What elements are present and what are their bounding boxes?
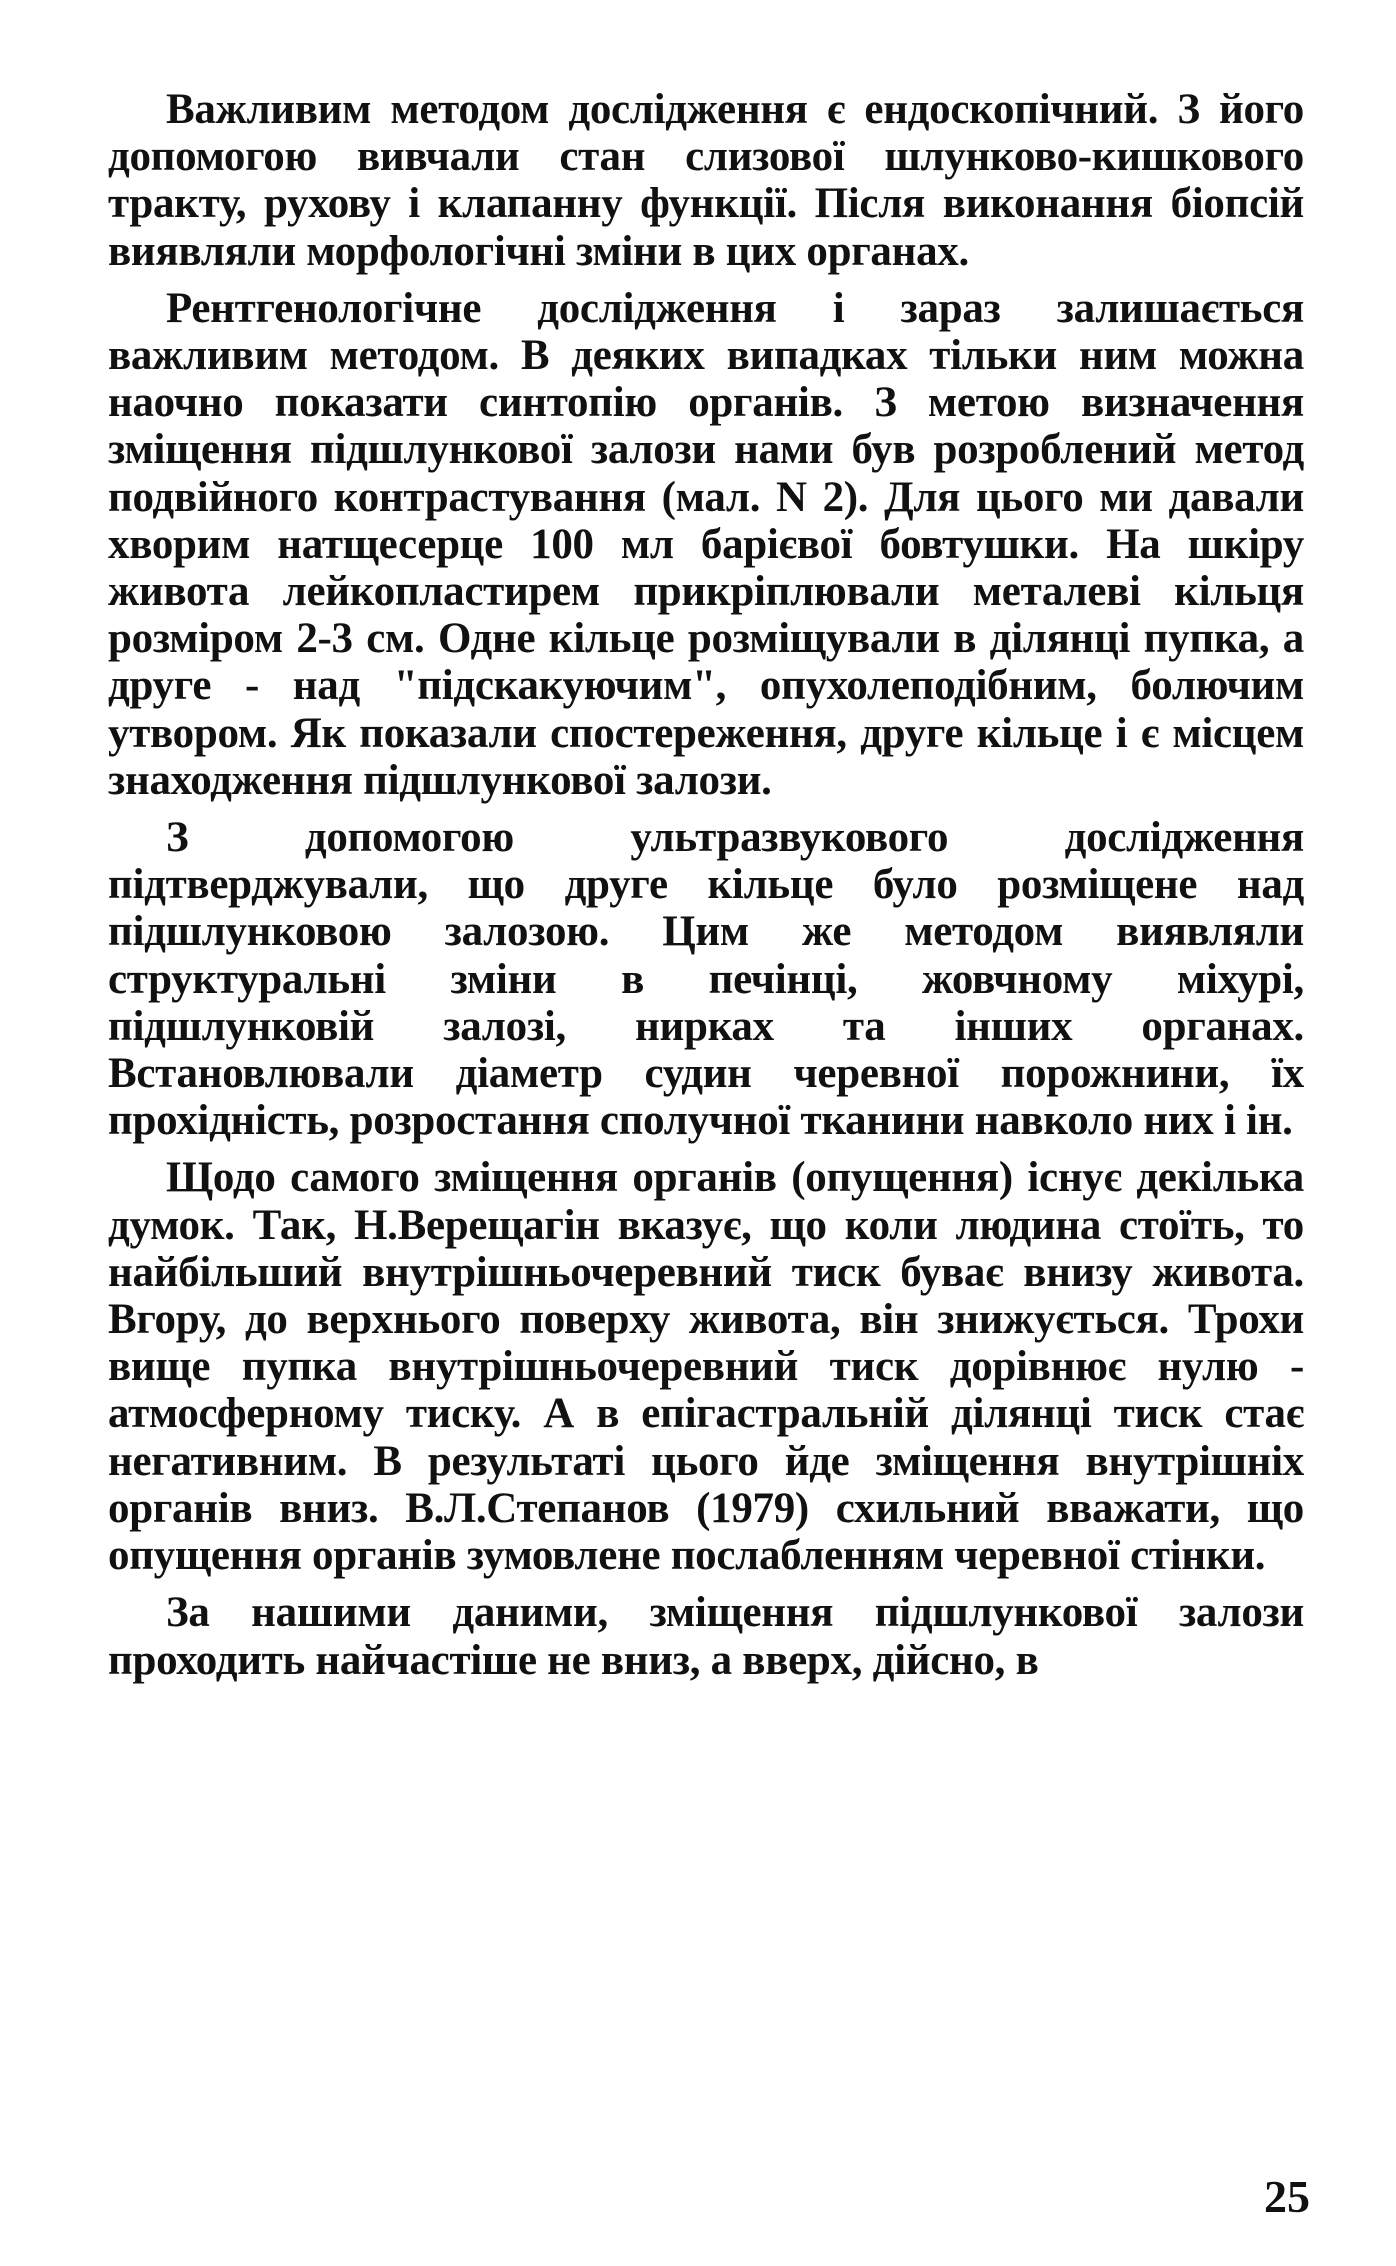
page-number: 25 xyxy=(1264,2171,1310,2222)
paragraph-our-data: За нашими даними, зміщення підшлункової залози проходить найчастіше не вниз, а вверх, дійсно, в xyxy=(108,1589,1304,1684)
paragraph-radiology: Рентгенологічне дослідження і зараз залишається важливим методом. В деяких випадках тільки ним можна наочно показати синтопію органів. З метою визначення зміщення підшлункової залози нами був розроблений метод подвійного контрастування (мал. N 2). Для цього ми давали хворим натщесерце 100 мл барієвої бовтушки. На шкіру живота лейкопластирем прикріплювали металеві кільця розміром 2-3 см. Одне кільце розміщували в ділянці пупка, а друге - над "підскакуючим", опухолеподібним, болючим утвором. Як показали спостереження, друге кільце і є місцем знаходження підшлункової залози. xyxy=(108,284,1304,804)
paragraph-endoscopy: Важливим методом дослідження є ендоскопічний. З його допомогою вивчали стан слизової шлунково-кишкового тракту, рухову і клапанну функції. Після виконання біопсій виявляли морфологічні зміни в цих органах. xyxy=(108,86,1304,275)
page-body xyxy=(108,86,1304,1694)
paragraph-organ-displacement: Щодо самого зміщення органів (опущення) існує декілька думок. Так, Н.Верещагін вказує, що коли людина стоїть, то найбільший внутрішньочеревний тиск буває внизу живота. Вгору, до верхнього поверху живота, він знижується. Трохи вище пупка внутрішньочеревний тиск дорівнює нулю - атмосферному тиску. А в епігастральній ділянці тиск стає негативним. В результаті цього йде зміщення внутрішніх органів вниз. В.Л.Степанов (1979) схильний вважати, що опущення органів зумовлене послабленням черевної стінки. xyxy=(108,1154,1304,1580)
paragraph-ultrasound: З допомогою ультразвукового дослідження підтверджували, що друге кільце було розміщене над підшлунковою залозою. Цим же методом виявляли структуральні зміни в печінці, жовчному міхурі, підшлунковій залозі, нирках та інших органах. Встановлювали діаметр судин черевної порожнини, їх прохідність, розростання сполучної тканини навколо них і ін. xyxy=(108,814,1304,1145)
